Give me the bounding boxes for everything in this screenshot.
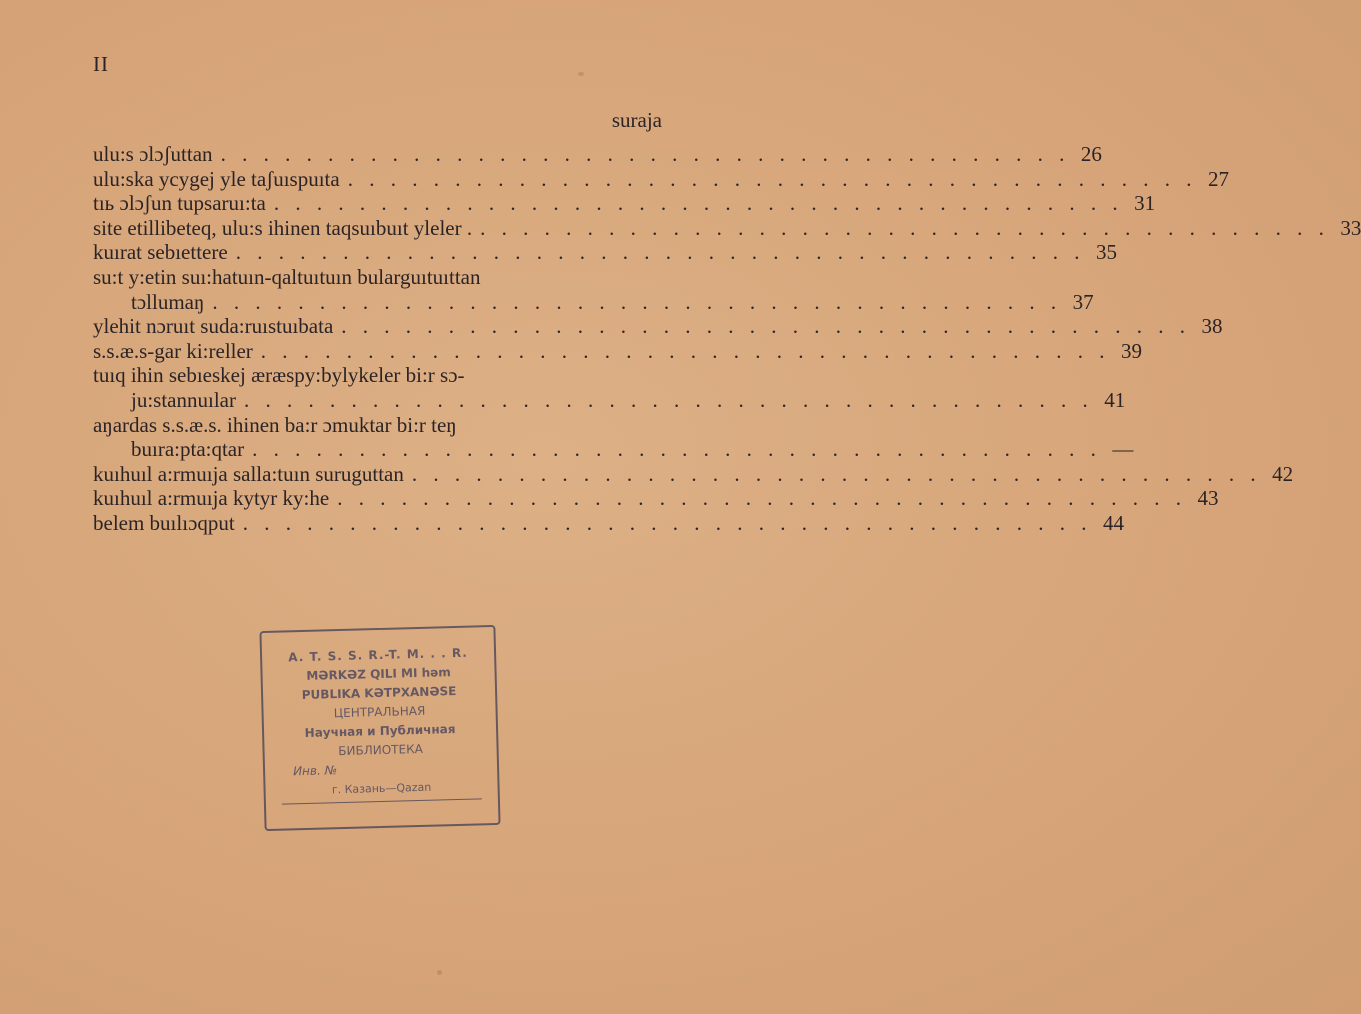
toc-entry-title: s.s.æ.s-gar ki:reller	[93, 338, 253, 363]
toc-entry-title: su:t y:etin suı:hatuın-qaltuıtuın bularguıtuıttan	[93, 264, 481, 289]
dot-leader: . . . . . . . . . . . . . . . . . . . . . . . . . . . . . . . . . . . . . . . .	[341, 314, 1191, 339]
toc-entry-title: kuıhuıl a:rmuıja kytyr ky:he	[93, 486, 330, 511]
paper-spot	[578, 72, 584, 76]
toc-entry-title: belem buılıɔqput	[93, 510, 235, 535]
toc-entry	[93, 215, 1361, 241]
toc-entry-continuation: ju:stannuılar	[131, 387, 236, 412]
toc-entry-title: kuıhuıl a:rmuıja salla:tuın suruguttan	[93, 461, 404, 486]
dot-leader: . . . . . . . . . . . . . . . . . . . . . . . . . . . . . . . . . . . . . . . .	[480, 215, 1330, 240]
paper-spot	[437, 970, 442, 975]
toc-entry	[93, 191, 1156, 216]
toc-entry	[93, 461, 1294, 487]
toc-page-number: 44	[1102, 510, 1124, 535]
toc-entry	[93, 486, 1219, 511]
toc-entry-title: tıь ɔlɔʃun tupsaruı:ta	[93, 191, 266, 216]
dot-leader: . . . . . . . . . . . . . . . . . . . . . . . . . . . . . . . . . . . . . . . .	[252, 437, 1102, 462]
dot-leader: . . . . . . . . . . . . . . . . . . . . . . . . . . . . . . . . . . . . . . . .	[243, 387, 1094, 412]
page-number: II	[93, 52, 109, 76]
dot-leader: . . . . . . . . . . . . . . . . . . . . . . . . . . . . . . . . . . . . . . . .	[411, 461, 1262, 486]
dot-leader: . . . . . . . . . . . . . . . . . . . . . . . . . . . . . . . . . . . . . . . .	[337, 486, 1187, 511]
library-stamp	[259, 625, 500, 831]
toc-page-number: 39	[1121, 338, 1143, 363]
toc-entry-title: ulu:s ɔlɔʃuttan	[93, 142, 213, 166]
toc-entry-title: site etillibeteq, ulu:s ihinen taqsuıbuıt yleler .	[93, 215, 473, 240]
toc-entry-continuation: buıra:pta:qtar	[131, 437, 245, 462]
stamp-line: ЦЕНТРАЛЬНАЯ	[333, 703, 426, 721]
toc-page-number: 27	[1207, 166, 1229, 191]
toc-page-number: —	[1112, 437, 1134, 462]
stamp-inventory: Инв. №	[292, 763, 338, 779]
toc-page-number: 35	[1095, 240, 1117, 265]
toc-entry-continuation: tɔllumaŋ	[131, 289, 205, 314]
toc-page-number: 33	[1340, 215, 1361, 240]
toc-page-number: 31	[1134, 191, 1156, 216]
toc-page-number: 42	[1272, 461, 1294, 486]
stamp-line: PUBLIKA KƏTPXANƏSE	[301, 683, 457, 703]
toc-entry	[93, 264, 1094, 314]
toc-entry	[93, 240, 1117, 265]
toc-page-number: 41	[1104, 387, 1126, 412]
toc-entry	[93, 363, 1126, 412]
dot-leader: . . . . . . . . . . . . . . . . . . . . . . . . . . . . . . . . . . . . . . . .	[260, 338, 1111, 363]
toc-entry	[93, 314, 1223, 339]
dot-leader: . . . . . . . . . . . . . . . . . . . . . . . . . . . . . . . . . . . . . . . .	[242, 510, 1092, 535]
toc-page-number: 26	[1080, 142, 1102, 166]
toc-page-number: 43	[1197, 486, 1219, 511]
toc-entry	[93, 142, 1102, 167]
toc-page-number: 37	[1072, 289, 1094, 314]
dot-leader: . . . . . . . . . . . . . . . . . . . . . . . . . . . . . . . . . . . . . . . .	[220, 142, 1070, 166]
toc-entry	[93, 166, 1229, 192]
stamp-line: Научная и Публичная	[304, 722, 456, 740]
toc-entry	[93, 412, 1134, 462]
toc-entry-title: ylehit nɔruıt suda:ruıstuıbata	[93, 314, 334, 339]
stamp-line: БИБЛИОТЕКА	[338, 741, 424, 759]
dot-leader: . . . . . . . . . . . . . . . . . . . . . . . . . . . . . . . . . . . . . . . .	[273, 191, 1124, 216]
dot-leader: . . . . . . . . . . . . . . . . . . . . . . . . . . . . . . . . . . . . . . . .	[235, 240, 1085, 265]
toc-entry-title: tuıq ihin sebıeskej æræspy:bylykeler bi:r sɔ-	[93, 363, 465, 388]
stamp-city: г. Казань—Qazan	[331, 780, 432, 797]
stamp-line: MƏRKƏZ QILI MI həm	[306, 665, 451, 683]
toc-entry-title: kuırat sebıettere	[93, 240, 228, 265]
column-header: suraja	[611, 108, 662, 132]
dot-leader: . . . . . . . . . . . . . . . . . . . . . . . . . . . . . . . . . . . . . . . .	[212, 289, 1062, 314]
toc-page-number: 38	[1201, 314, 1223, 339]
table-of-contents	[93, 142, 1361, 536]
toc-entry	[93, 338, 1143, 364]
toc-entry	[93, 510, 1124, 536]
toc-entry-title: aŋardas s.s.æ.s. ihinen ba:r ɔmuktar bi:r teŋ	[93, 412, 457, 437]
toc-entry-title: ulu:ska ycygej yle taʃuıspuıta	[93, 166, 340, 191]
stamp-line: A. T. S. S. R.-T. M. . . R.	[288, 645, 469, 665]
dot-leader: . . . . . . . . . . . . . . . . . . . . . . . . . . . . . . . . . . . . . . . .	[347, 166, 1197, 191]
